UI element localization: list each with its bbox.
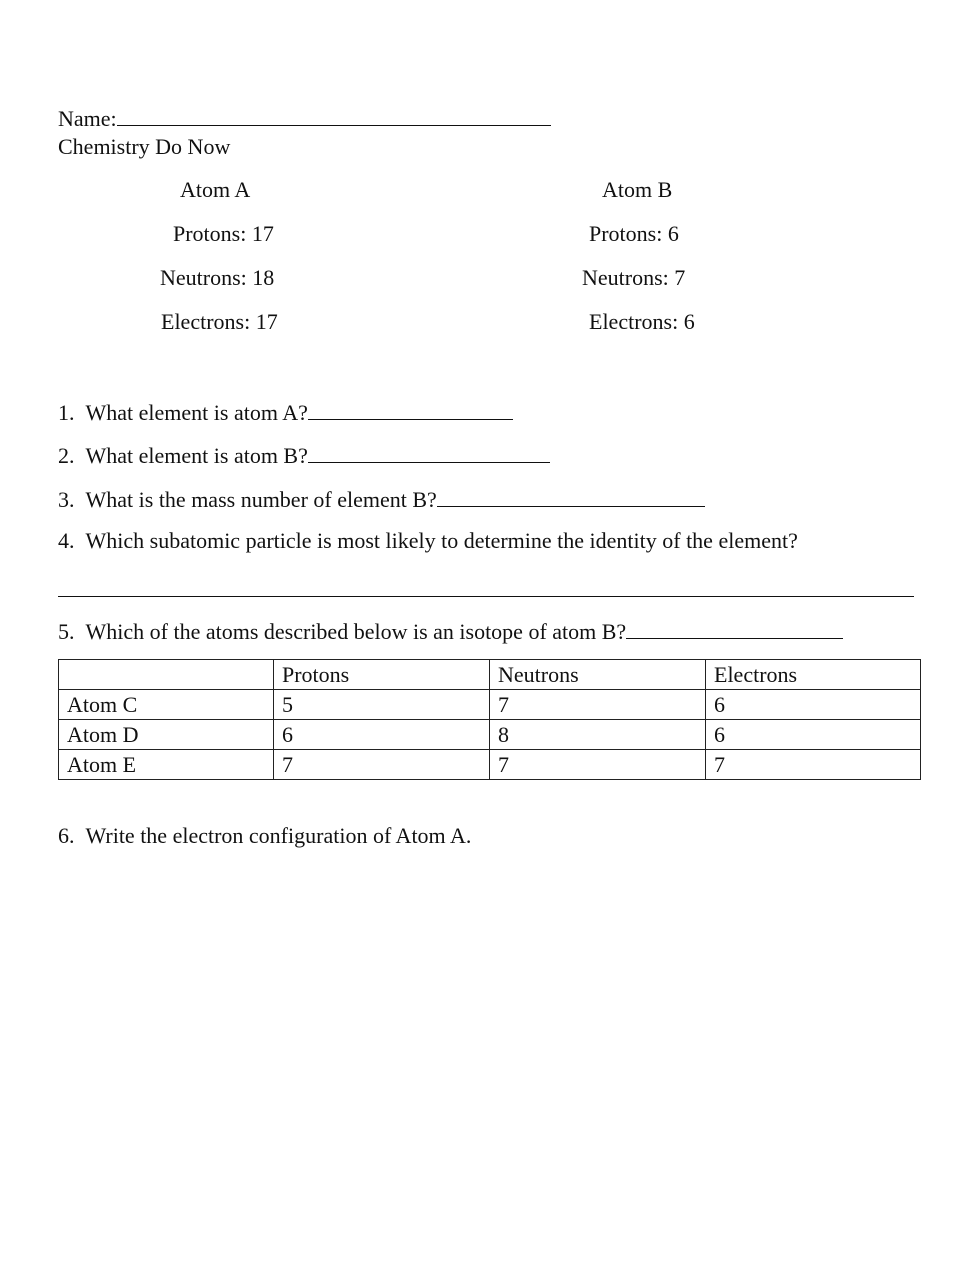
atom-a-protons: Protons: 17 [173, 221, 274, 246]
question-text: Which of the atoms described below is an isotope of atom B? [85, 619, 627, 644]
question-text: Which subatomic particle is most likely to determine the identity of the element? [85, 528, 798, 553]
question-number: 4. [58, 528, 75, 553]
answer-line[interactable] [626, 618, 843, 639]
question-1 [58, 399, 513, 424]
question-text: What element is atom A? [85, 400, 308, 425]
atom-b-title: Atom B [602, 177, 673, 202]
question-3 [58, 486, 705, 511]
question-number: 6. [58, 823, 75, 848]
atom-a-title: Atom A [180, 177, 251, 202]
name-field [58, 105, 551, 130]
table-header-cell: Electrons [706, 660, 921, 690]
table-row [59, 720, 921, 750]
answer-line[interactable] [308, 442, 550, 463]
table-header-cell: Neutrons [490, 660, 706, 690]
table-header-cell [59, 660, 274, 690]
question-4-answer-line[interactable] [58, 578, 914, 597]
table-cell: 6 [274, 720, 490, 750]
question-5 [58, 618, 843, 643]
table-cell: 6 [706, 690, 921, 720]
table-header-row [59, 660, 921, 690]
answer-line[interactable] [308, 399, 513, 420]
question-text: Write the electron configuration of Atom A. [85, 823, 472, 848]
answer-line[interactable] [437, 486, 705, 507]
table-row [59, 750, 921, 780]
name-answer-line[interactable] [117, 105, 551, 126]
table-cell: 7 [490, 750, 706, 780]
table-row [59, 690, 921, 720]
question-text: What element is atom B? [85, 443, 308, 468]
question-number: 1. [58, 400, 75, 425]
atom-a-electrons: Electrons: 17 [161, 309, 278, 334]
table-cell: Atom D [59, 720, 274, 750]
table-cell: 5 [274, 690, 490, 720]
table-cell: 7 [490, 690, 706, 720]
question-4 [58, 530, 798, 552]
question-number: 5. [58, 619, 75, 644]
table-header-cell: Protons [274, 660, 490, 690]
page-title: Chemistry Do Now [58, 134, 231, 159]
question-number: 3. [58, 487, 75, 512]
question-2 [58, 442, 550, 467]
question-text: What is the mass number of element B? [85, 487, 437, 512]
atom-b-protons: Protons: 6 [589, 221, 679, 246]
table-cell: 7 [706, 750, 921, 780]
atom-b-neutrons: Neutrons: 7 [582, 265, 686, 290]
table-cell: 8 [490, 720, 706, 750]
table-cell: 6 [706, 720, 921, 750]
table-cell: 7 [274, 750, 490, 780]
question-6 [58, 825, 471, 847]
table-cell: Atom E [59, 750, 274, 780]
atom-b-electrons: Electrons: 6 [589, 309, 695, 334]
table-cell: Atom C [59, 690, 274, 720]
name-label: Name: [58, 106, 117, 131]
isotope-table [58, 659, 921, 780]
question-number: 2. [58, 443, 75, 468]
atom-a-neutrons: Neutrons: 18 [160, 265, 275, 290]
